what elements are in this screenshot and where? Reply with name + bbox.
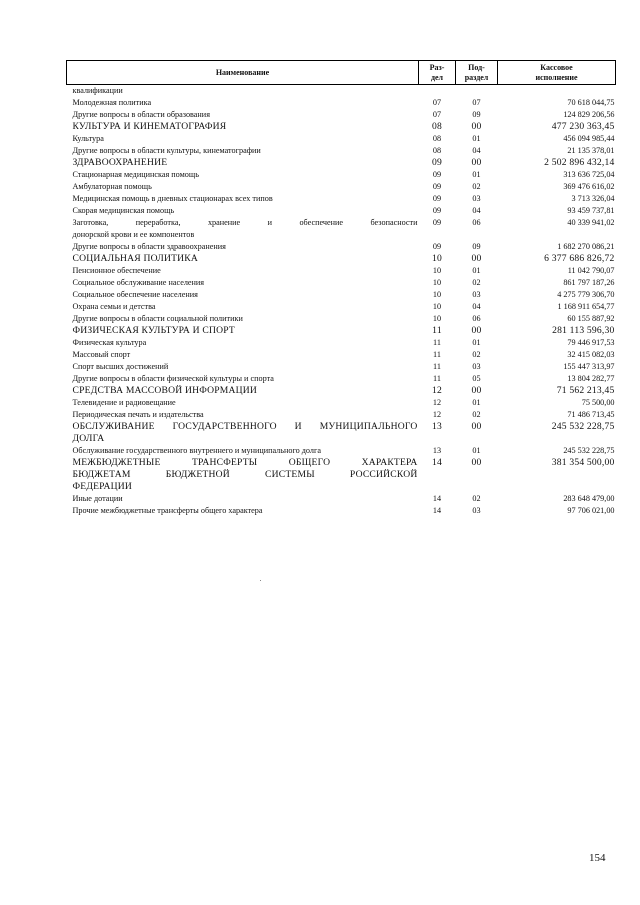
row-amount: 124 829 206,56 — [563, 110, 615, 119]
table-row — [67, 265, 616, 277]
row-section: 07 — [432, 110, 442, 119]
table-row — [67, 313, 616, 325]
row-subsection: 00 — [471, 325, 482, 336]
row-section: 11 — [433, 374, 441, 383]
row-subsection: 00 — [471, 157, 482, 168]
row-name: Периодическая печать и издательства — [72, 410, 204, 419]
row-subsection: 04 — [472, 146, 481, 155]
row-amount: 32 415 082,03 — [567, 350, 615, 359]
table-row — [67, 385, 616, 397]
row-amount: 97 706 021,00 — [567, 506, 615, 515]
row-subsection: 03 — [472, 506, 481, 515]
row-name: Телевидение и радиовещание — [72, 398, 176, 407]
row-subsection: 04 — [472, 206, 481, 215]
row-name: Медицинская помощь в дневных стационарах всех типов — [72, 194, 273, 203]
row-subsection: 01 — [472, 266, 481, 275]
row-subsection: 00 — [471, 385, 482, 396]
row-section: 09 — [432, 242, 442, 251]
row-amount: 861 797 187,26 — [563, 278, 615, 287]
row-amount: 1 168 911 654,77 — [557, 302, 615, 311]
row-subsection: 01 — [472, 338, 481, 347]
table-row — [67, 157, 616, 169]
row-section: 11 — [432, 325, 442, 336]
table-body — [67, 85, 616, 518]
row-amount: 40 339 941,02 — [567, 218, 615, 227]
row-section: 13 — [432, 446, 442, 455]
row-name: Культура — [72, 134, 104, 143]
row-name: Другие вопросы в области культуры, кинематографии — [72, 146, 261, 155]
scan-speck — [260, 580, 261, 581]
table-row — [67, 373, 616, 385]
row-subsection: 06 — [472, 314, 481, 323]
row-name: Иные дотации — [72, 494, 123, 503]
table-row — [67, 493, 616, 505]
row-amount: 245 532 228,75 — [563, 446, 615, 455]
row-amount: 93 459 737,81 — [567, 206, 615, 215]
table-row — [67, 361, 616, 373]
row-name-line: Заготовка, переработка, хранение и обеспечение безопасности — [72, 218, 418, 227]
page-number: 154 — [589, 852, 606, 864]
row-subsection: 02 — [472, 278, 481, 287]
row-section: 09 — [432, 194, 442, 203]
row-section: 14 — [432, 457, 442, 468]
row-amount: 477 230 363,45 — [551, 121, 615, 132]
row-subsection: 09 — [472, 242, 481, 251]
row-section: 14 — [432, 506, 442, 515]
row-section: 09 — [432, 182, 442, 191]
row-name: Социальное обслуживание населения — [72, 278, 205, 287]
row-amount: 60 155 887,92 — [567, 314, 615, 323]
row-subsection: 00 — [471, 253, 482, 264]
row-name: Другие вопросы в области образования — [72, 110, 210, 119]
table-row — [67, 241, 616, 253]
table-row — [67, 421, 616, 445]
row-section: 11 — [433, 338, 441, 347]
row-subsection: 01 — [472, 134, 481, 143]
header-amount — [498, 61, 616, 85]
row-subsection: 02 — [472, 410, 481, 419]
table-row — [67, 169, 616, 181]
header-amount-line: Кассовое — [540, 62, 573, 72]
table-row — [67, 133, 616, 145]
row-section: 09 — [432, 206, 442, 215]
row-name-line: ОБСЛУЖИВАНИЕ ГОСУДАРСТВЕННОГО И МУНИЦИПАЛЬНОГО — [72, 421, 418, 432]
table-row — [67, 445, 616, 457]
row-name: Охрана семьи и детства — [72, 302, 156, 311]
row-subsection: 00 — [471, 121, 482, 132]
row-name: ЗДРАВООХРАНЕНИЕ — [72, 157, 168, 168]
row-name — [67, 217, 419, 241]
row-amount: 369 476 616,02 — [563, 182, 615, 191]
row-subsection: 01 — [472, 446, 481, 455]
row-section: 09 — [432, 218, 442, 227]
row-subsection: 09 — [472, 110, 481, 119]
table-row — [67, 409, 616, 421]
row-name-line: БЮДЖЕТАМ БЮДЖЕТНОЙ СИСТЕМЫ РОССИЙСКОЙ — [72, 469, 418, 480]
row-amount: 283 648 479,00 — [563, 494, 615, 503]
row-name: Прочие межбюджетные трансферты общего характера — [72, 506, 263, 515]
row-section — [419, 85, 456, 98]
row-subsection: 02 — [472, 350, 481, 359]
budget-table — [66, 60, 616, 517]
row-amount: 313 636 725,04 — [563, 170, 615, 179]
row-section: 10 — [432, 253, 442, 264]
row-amount: 79 446 917,53 — [567, 338, 615, 347]
row-subsection: 06 — [472, 218, 481, 227]
table-row — [67, 397, 616, 409]
row-section: 09 — [432, 170, 442, 179]
row-section: 10 — [432, 314, 442, 323]
row-subsection: 00 — [471, 421, 482, 432]
table-row — [67, 181, 616, 193]
row-amount: 2 502 896 432,14 — [544, 157, 615, 168]
header-section-line: Раз- — [429, 62, 445, 72]
header-name: Наименование — [67, 61, 419, 85]
row-name-line: ДОЛГА — [72, 433, 105, 444]
row-amount: 245 532 228,75 — [551, 421, 615, 432]
row-amount: 6 377 686 826,72 — [544, 253, 615, 264]
row-amount: 281 113 596,30 — [552, 325, 615, 336]
table-row — [67, 205, 616, 217]
row-amount — [498, 85, 616, 98]
row-amount: 75 500,00 — [581, 398, 615, 407]
row-section: 13 — [432, 421, 442, 432]
row-name: СРЕДСТВА МАССОВОЙ ИНФОРМАЦИИ — [72, 385, 258, 396]
row-section: 10 — [432, 266, 442, 275]
row-section: 10 — [432, 290, 442, 299]
row-section: 14 — [432, 494, 442, 503]
row-name: Другие вопросы в области социальной политики — [72, 314, 243, 323]
row-amount: 71 486 713,45 — [567, 410, 615, 419]
row-amount: 1 682 270 086,21 — [557, 242, 615, 251]
header-subsection-line: Под- — [468, 62, 485, 72]
row-name: Пенсионное обеспечение — [72, 266, 161, 275]
table-row — [67, 109, 616, 121]
row-subsection: 01 — [472, 398, 481, 407]
row-amount: 3 713 326,04 — [571, 194, 615, 203]
row-name: Спорт высших достижений — [72, 362, 169, 371]
row-subsection: 04 — [472, 302, 481, 311]
table-row — [67, 121, 616, 133]
table-row — [67, 505, 616, 517]
row-name: Молодежная политика — [72, 98, 152, 107]
row-name: СОЦИАЛЬНАЯ ПОЛИТИКА — [72, 253, 199, 264]
row-name: КУЛЬТУРА И КИНЕМАТОГРАФИЯ — [72, 121, 227, 132]
row-name: Амбулаторная помощь — [72, 182, 152, 191]
row-subsection: 02 — [472, 182, 481, 191]
table-row — [67, 301, 616, 313]
row-name: Скорая медицинская помощь — [72, 206, 175, 215]
row-subsection: 00 — [471, 457, 482, 468]
row-amount: 456 094 985,44 — [563, 134, 615, 143]
row-name: Массовый спорт — [72, 350, 131, 359]
table-row — [67, 217, 616, 241]
row-name: Социальное обеспечение населения — [72, 290, 198, 299]
row-section: 12 — [432, 385, 442, 396]
row-section: 12 — [432, 410, 442, 419]
row-name-line: ФЕДЕРАЦИИ — [72, 481, 132, 492]
row-section: 08 — [432, 121, 442, 132]
row-section: 09 — [432, 157, 442, 168]
header-subsection-line: раздел — [464, 72, 489, 82]
row-section: 10 — [432, 302, 442, 311]
row-amount: 4 275 779 306,70 — [557, 290, 615, 299]
table-row — [67, 457, 616, 493]
row-name: Стационарная медицинская помощь — [72, 170, 199, 179]
table-row — [67, 277, 616, 289]
row-section: 08 — [432, 134, 442, 143]
table-row — [67, 289, 616, 301]
table-row — [67, 349, 616, 361]
row-name: Другие вопросы в области физической культуры и спорта — [72, 374, 274, 383]
row-name-line: донорской крови и ее компонентов — [72, 230, 195, 239]
row-name: ФИЗИЧЕСКАЯ КУЛЬТУРА И СПОРТ — [72, 325, 235, 336]
row-section: 07 — [432, 98, 442, 107]
row-amount: 71 562 213,45 — [556, 385, 615, 396]
table-row — [67, 325, 616, 337]
table-header — [67, 61, 616, 85]
row-section: 11 — [433, 362, 441, 371]
table-row — [67, 145, 616, 157]
row-section: 10 — [432, 278, 442, 287]
row-section: 12 — [432, 398, 442, 407]
row-amount: 13 804 282,77 — [567, 374, 615, 383]
header-subsection — [456, 61, 498, 85]
row-subsection: 03 — [472, 194, 481, 203]
row-amount: 70 618 044,75 — [567, 98, 615, 107]
row-subsection: 03 — [472, 362, 481, 371]
row-section: 11 — [433, 350, 441, 359]
table-row — [67, 337, 616, 349]
row-name — [67, 421, 419, 445]
row-subsection: 05 — [472, 374, 481, 383]
table-row — [67, 193, 616, 205]
row-subsection: 01 — [472, 170, 481, 179]
row-amount: 11 042 790,07 — [567, 266, 615, 275]
row-subsection: 02 — [472, 494, 481, 503]
header-section-line: дел — [430, 72, 444, 82]
table-row — [67, 97, 616, 109]
header-section — [419, 61, 456, 85]
table-row — [67, 253, 616, 265]
row-name: квалификации — [72, 86, 123, 95]
table-row — [67, 85, 616, 98]
row-subsection: 03 — [472, 290, 481, 299]
row-subsection: 07 — [472, 98, 481, 107]
row-subsection — [456, 85, 498, 98]
row-name: Обслуживание государственного внутреннего и муниципального долга — [72, 446, 321, 455]
row-amount: 381 354 500,00 — [551, 457, 615, 468]
row-section: 08 — [432, 146, 442, 155]
row-name: Другие вопросы в области здравоохранения — [72, 242, 226, 251]
row-amount: 155 447 313,97 — [563, 362, 615, 371]
row-name — [67, 457, 419, 493]
row-name: Физическая культура — [72, 338, 147, 347]
row-name-line: МЕЖБЮДЖЕТНЫЕ ТРАНСФЕРТЫ ОБЩЕГО ХАРАКТЕРА — [72, 457, 418, 468]
header-amount-line: исполнение — [535, 72, 578, 82]
row-amount: 21 135 378,01 — [567, 146, 615, 155]
